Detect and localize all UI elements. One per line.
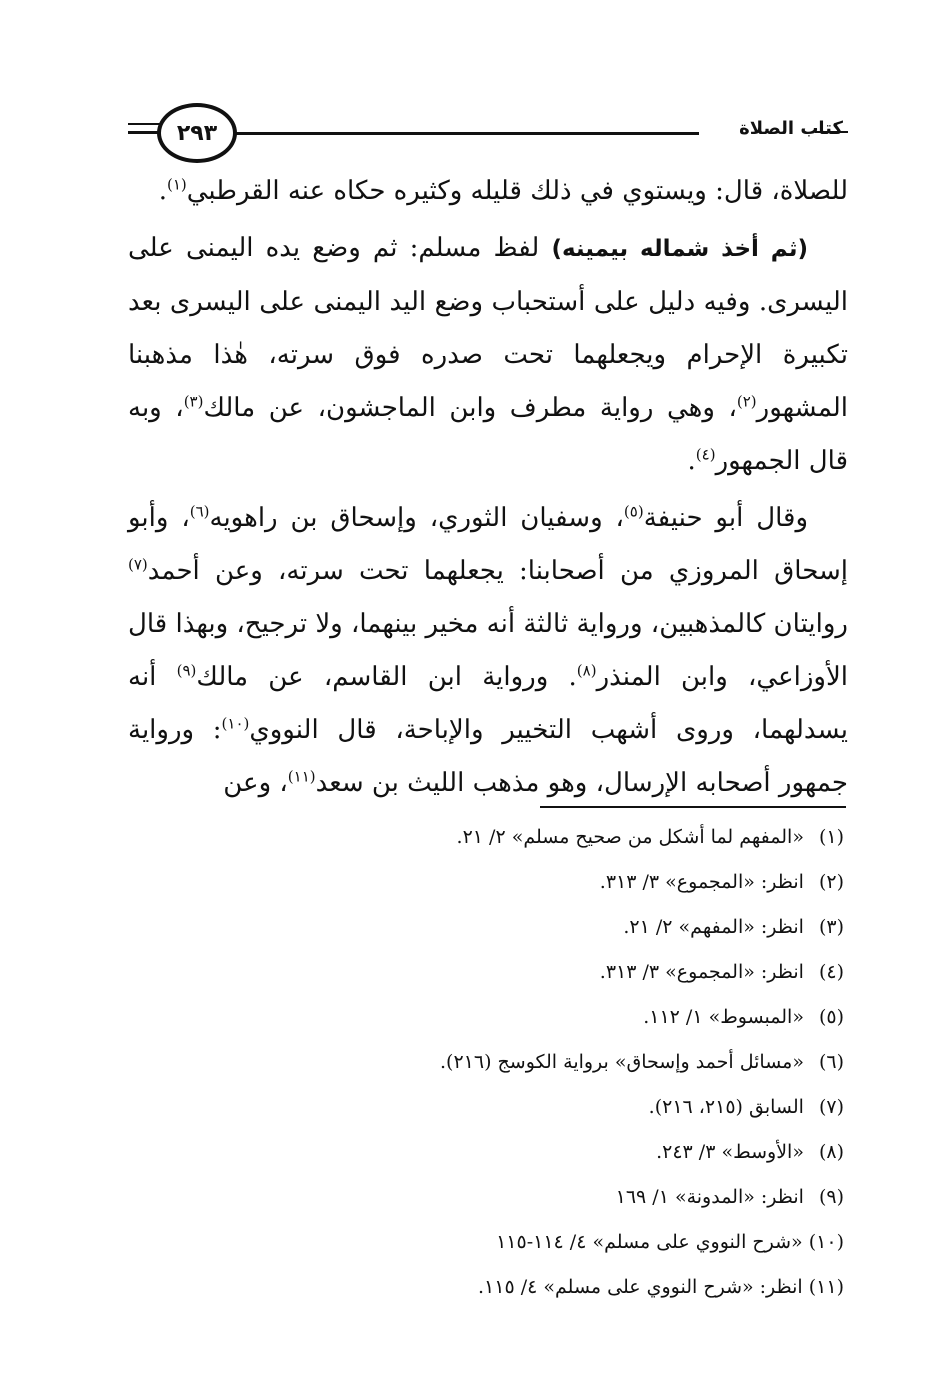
- footnote-number: (٣): [818, 916, 844, 938]
- footnote-text: انظر: «المفهم» ٢/ ٢١.: [623, 916, 804, 938]
- footnote-number: (١٠): [808, 1231, 844, 1253]
- footnote-number: (٩): [818, 1186, 844, 1208]
- text-run: أنه يسدلهما، وروى أشهب التخيير والإباحة، قال النووي: [128, 662, 848, 745]
- footnote-ref-4: (٤): [695, 445, 716, 464]
- footnote-text: انظر: «شرح النووي على مسلم» ٤/ ١١٥.: [478, 1276, 803, 1298]
- footnote-item: [324, 1175, 844, 1220]
- text-run: وقال أبو حنيفة: [643, 503, 808, 533]
- footnote-number: (٨): [818, 1141, 844, 1163]
- footnote-ref-7: (٧): [128, 555, 148, 574]
- footnote-text: «الأوسط» ٣/ ٢٤٣.: [656, 1141, 804, 1163]
- footnote-text: انظر: «المجموع» ٣/ ٣١٣.: [599, 871, 804, 893]
- running-title: كتاب الصلاة: [739, 118, 843, 139]
- footnote-text: «شرح النووي على مسلم» ٤/ ١١٤-١١٥: [496, 1231, 803, 1253]
- footnote-text: «مسائل أحمد وإسحاق» برواية الكوسج (٢١٦).: [440, 1051, 804, 1073]
- paragraph-2: [128, 222, 848, 488]
- footnote-item: [324, 815, 844, 860]
- footnote-ref-6: (٦): [189, 502, 210, 521]
- footnote-number: (٢): [818, 871, 844, 893]
- footnote-item: [324, 995, 844, 1040]
- page-number-oval: [157, 103, 237, 163]
- footnote-number: (٦): [818, 1051, 844, 1073]
- text-run: : ورواية جمهور أصحابه الإرسال، وهو مذهب الليث بن سعد: [128, 715, 848, 798]
- footnote-text: «المبسوط» ١/ ١١٢.: [643, 1006, 804, 1028]
- text-run: . ورواية ابن القاسم، عن مالك: [196, 662, 577, 692]
- footnote-item: [324, 1040, 844, 1085]
- footnote-ref-5: (٥): [623, 502, 644, 521]
- footnote-item: [324, 860, 844, 905]
- footnote-separator: [540, 806, 846, 808]
- paragraph-1: [128, 165, 848, 218]
- footnote-item: [324, 950, 844, 995]
- footnote-item: [324, 905, 844, 950]
- footnote-item: [324, 1130, 844, 1175]
- header-rule-main: [225, 132, 699, 135]
- footnote-text: «المفهم لما أشكل من صحيح مسلم» ٢/ ٢١.: [456, 826, 804, 848]
- text-run: ، وهي رواية مطرف وابن الماجشون، عن مالك: [203, 393, 737, 423]
- footnote-ref-2: (٢): [736, 392, 757, 411]
- text-run: .: [687, 446, 696, 476]
- footnote-item: [324, 1085, 844, 1130]
- footnote-number: (٤): [818, 961, 844, 983]
- paragraph-3: [128, 492, 848, 810]
- footnote-ref-8: (٨): [576, 661, 597, 680]
- footnote-number: (٥): [818, 1006, 844, 1028]
- text-run: لفظ مسلم: ثم وضع يده اليمنى على اليسرى. وفيه دليل على أستحباب وضع اليد اليمنى على اليسرى بعد تكبيرة الإحرام ويجعلهما تحت صدره فوق سرته، هٰذا مذهبنا المشهور: [128, 233, 848, 423]
- footnote-ref-11: (١١): [287, 767, 316, 786]
- footnote-item: [324, 1265, 844, 1310]
- footnote-ref-10: (١٠): [221, 714, 250, 733]
- text-run: .: [158, 176, 167, 206]
- lemma-heading: (ثم أخذ شماله بيمينه): [551, 236, 808, 262]
- footnote-text: انظر: «المجموع» ٣/ ٣١٣.: [599, 961, 804, 983]
- text-run: ، وسفيان الثوري، وإسحاق بن راهويه: [209, 503, 624, 533]
- footnote-item: [324, 1220, 844, 1265]
- footnote-number: (١١): [808, 1276, 844, 1298]
- text-run: للصلاة، قال: ويستوي في ذلك قليله وكثيره حكاه عنه القرطبي: [186, 176, 848, 206]
- footnote-ref-9: (٩): [176, 661, 197, 680]
- text-run: ، وبه قال الجمهور: [128, 393, 848, 476]
- footnote-text: السابق (٢١٥، ٢١٦).: [648, 1096, 804, 1118]
- page-number: ٢٩٣: [176, 120, 218, 146]
- main-text: [128, 165, 848, 810]
- footnote-text: انظر: «المدونة» ١/ ١٦٩: [615, 1186, 804, 1208]
- footnote-ref-1: (١): [166, 175, 187, 194]
- text-run: روايتان كالمذهبين، ورواية ثالثة أنه مخير بينهما، ولا ترجيح، وبهذا قال الأوزاعي، وابن المنذر: [127, 609, 848, 692]
- footnote-number: (١): [818, 826, 844, 848]
- footnote-number: (٧): [818, 1096, 844, 1118]
- text-run: ، وأبو إسحاق المروزي من أصحابنا: يجعلهما تحت سرته، وعن أحمد: [128, 503, 848, 586]
- footnote-ref-3: (٣): [183, 392, 204, 411]
- text-run: ، وعن: [223, 768, 288, 798]
- footnotes-list: [324, 815, 844, 1310]
